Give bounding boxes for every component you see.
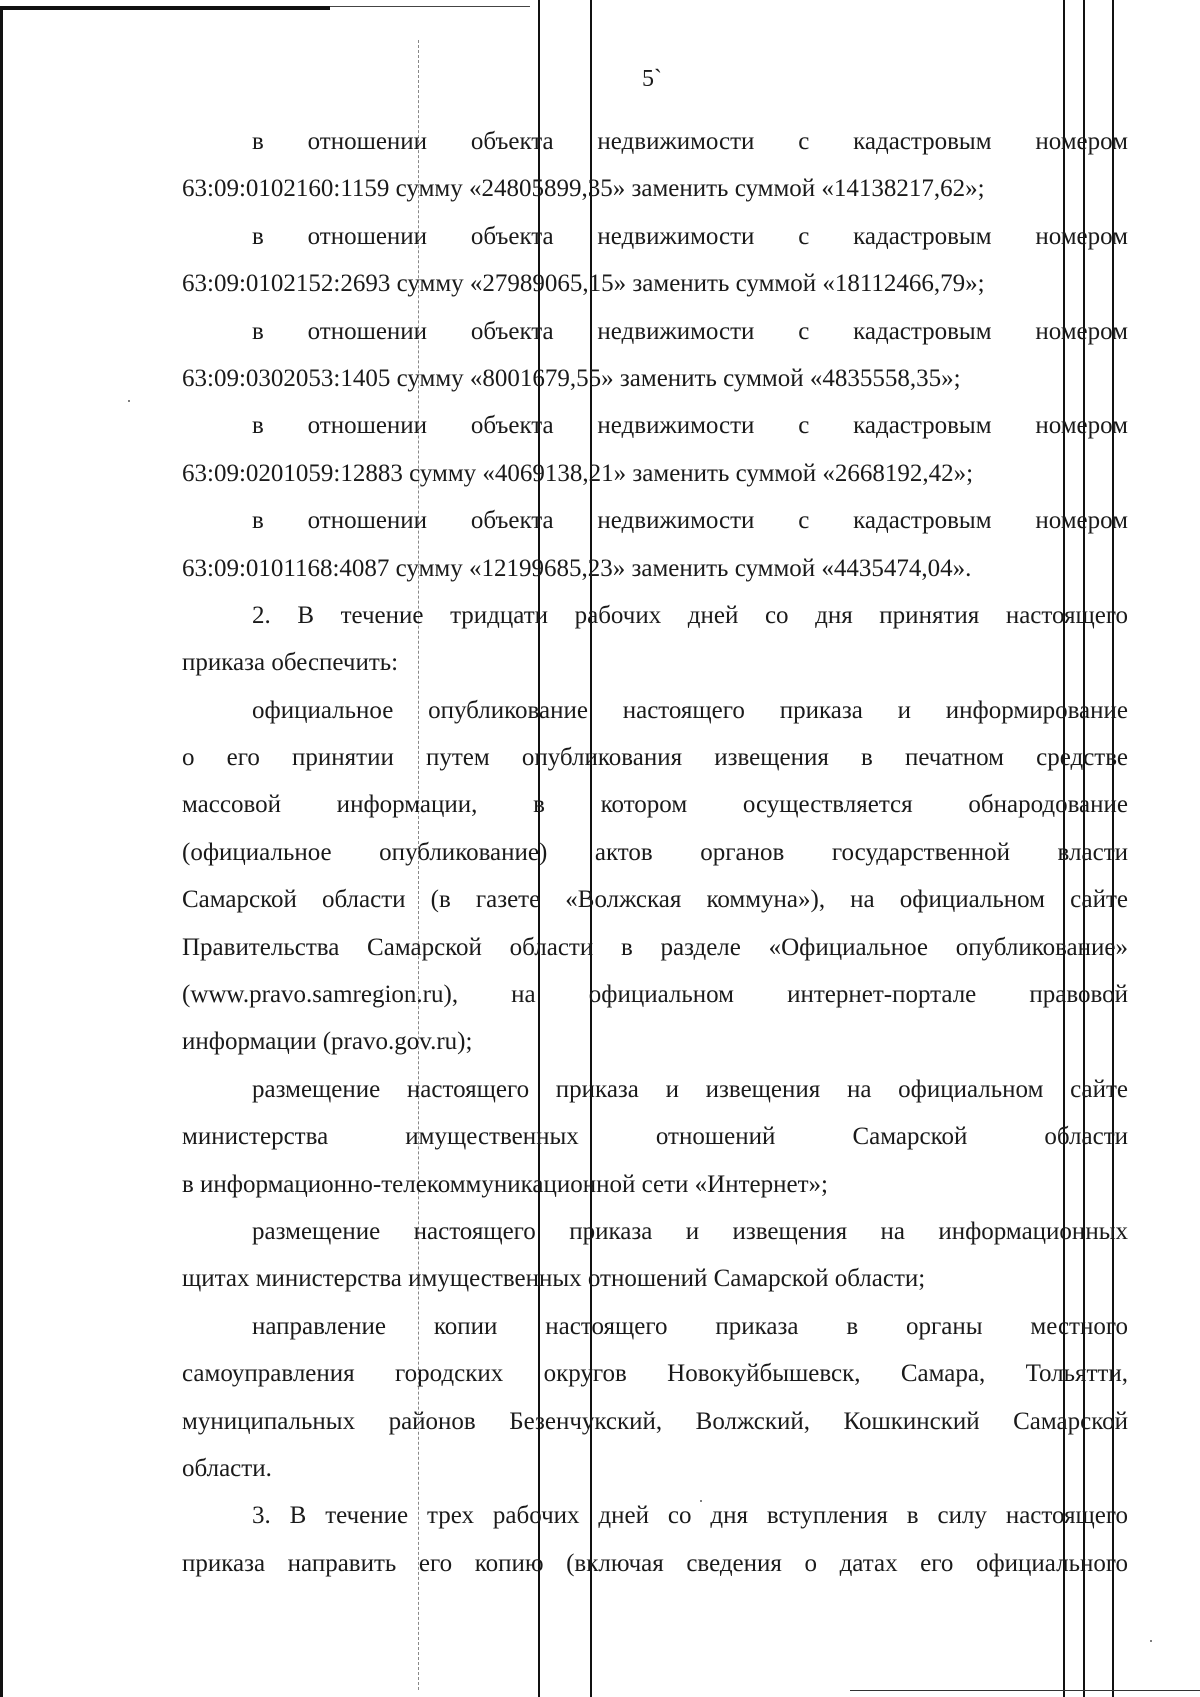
- scan-speck: [1150, 1640, 1152, 1642]
- text-line: 63:09:0102152:2693 сумму «27989065,15» заменить суммой «18112466,79»;: [182, 270, 985, 298]
- text-line: 63:09:0102160:1159 сумму «24805899,35» заменить суммой «14138217,62»;: [182, 175, 985, 203]
- text-line: министерства имущественных отношений Самарской области: [182, 1123, 1128, 1151]
- page-number: 5`: [642, 66, 662, 92]
- text-line: муниципальных районов Безенчукский, Волжский, Кошкинский Самарской: [182, 1407, 1128, 1435]
- text-line: размещение настоящего приказа и извещения на информационных: [252, 1217, 1128, 1245]
- text-line: в отношении объекта недвижимости с кадастровым номером: [252, 412, 1128, 440]
- text-line: направление копии настоящего приказа в органы местного: [252, 1312, 1128, 1340]
- text-line: 3. В течение трех рабочих дней со дня вступления в силу настоящего: [252, 1502, 1128, 1530]
- text-line: о его принятии путем опубликования извещения в печатном средстве: [182, 744, 1128, 772]
- text-line: области.: [182, 1454, 272, 1482]
- scan-border-left: [0, 8, 3, 1697]
- text-line: самоуправления городских округов Новокуйбышевск, Самара, Тольятти,: [182, 1360, 1128, 1388]
- text-line: (официальное опубликование) актов органов государственной власти: [182, 838, 1128, 866]
- text-line: в отношении объекта недвижимости с кадастровым номером: [252, 222, 1128, 250]
- text-line: в отношении объекта недвижимости с кадастровым номером: [252, 128, 1128, 155]
- document-body: [182, 118, 1128, 1587]
- text-line: приказа направить его копию (включая сведения о датах его официального: [182, 1549, 1128, 1577]
- text-line: в отношении объекта недвижимости с кадастровым номером: [252, 507, 1128, 535]
- text-line: щитах министерства имущественных отношений Самарской области;: [182, 1265, 926, 1293]
- text-line: информации (pravo.gov.ru);: [182, 1028, 473, 1056]
- text-line: в информационно-телекоммуникационной сети «Интернет»;: [182, 1170, 828, 1198]
- scan-bottom-line: [850, 1690, 1200, 1691]
- text-line: Правительства Самарской области в разделе «Официальное опубликование»: [182, 933, 1128, 961]
- text-line: приказа обеспечить:: [182, 649, 399, 677]
- text-line: официальное опубликование настоящего приказа и информирование: [252, 696, 1128, 724]
- scan-border-top-thin: [330, 6, 530, 7]
- text-line: размещение настоящего приказа и извещения на официальном сайте: [252, 1075, 1128, 1103]
- scan-border-top: [0, 6, 330, 10]
- scan-speck: [128, 400, 130, 402]
- text-line: массовой информации, в котором осуществляется обнародование: [182, 791, 1128, 819]
- text-line: в отношении объекта недвижимости с кадастровым номером: [252, 317, 1128, 345]
- text-line: Самарской области (в газете «Волжская коммуна»), на официальном сайте: [182, 886, 1128, 914]
- text-line: 63:09:0101168:4087 сумму «12199685,23» заменить суммой «4435474,04».: [182, 554, 972, 582]
- text-line: 63:09:0201059:12883 сумму «4069138,21» заменить суммой «2668192,42»;: [182, 459, 974, 487]
- text-line: 63:09:0302053:1405 сумму «8001679,55» заменить суммой «4835558,35»;: [182, 364, 961, 392]
- text-line: (www.pravo.samregion.ru), на официальном интернет-портале правовой: [182, 981, 1128, 1009]
- text-line: 2. В течение тридцати рабочих дней со дня принятия настоящего: [252, 601, 1128, 629]
